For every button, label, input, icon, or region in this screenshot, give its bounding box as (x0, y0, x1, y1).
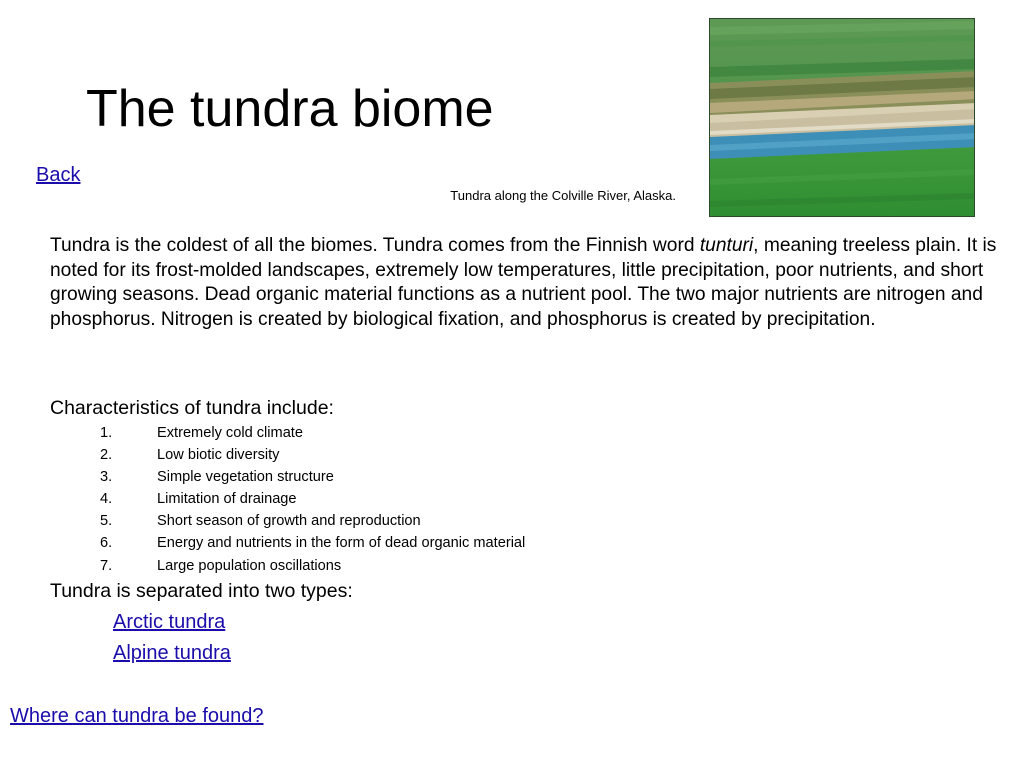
list-item-number: 4. (100, 491, 113, 508)
list-item-number: 7. (100, 557, 113, 574)
list-item-text: Limitation of drainage (157, 491, 297, 508)
tundra-photo (709, 18, 975, 217)
back-link[interactable]: Back (36, 164, 81, 186)
list-item-number: 6. (100, 535, 113, 552)
intro-paragraph (50, 234, 1012, 332)
list-item (100, 444, 525, 466)
where-tundra-found-link[interactable]: Where can tundra be found? (10, 705, 264, 727)
characteristics-heading: Characteristics of tundra include: (50, 397, 334, 419)
alpine-tundra-link[interactable]: Alpine tundra (113, 642, 231, 664)
list-item (100, 555, 525, 577)
intro-text-2: , meaning treeless plain. It is noted for its frost-molded landscapes, extremely low temperatures, little precipitation, poor nutrients, and short growing seasons. Dead organic material functions as a nutrient pool. The two major nutrients are nitrogen and phosphorus. Nitrogen is created by biological fixation, and phosphorus is created by precipitation. (50, 235, 997, 330)
list-item-text: Short season of growth and reproduction (157, 513, 421, 530)
list-item (100, 510, 525, 532)
types-heading: Tundra is separated into two types: (50, 580, 353, 602)
intro-text-italic: tunturi (699, 235, 754, 256)
list-item (100, 532, 525, 554)
list-item-text: Large population oscillations (157, 557, 342, 574)
list-item (100, 466, 525, 488)
list-item-text: Low biotic diversity (157, 447, 280, 464)
list-item (100, 422, 525, 444)
list-item (100, 488, 525, 510)
list-item-text: Simple vegetation structure (157, 469, 334, 486)
intro-text-1: Tundra is the coldest of all the biomes. Tundra comes from the Finnish word (50, 235, 700, 256)
list-item-text: Extremely cold climate (157, 425, 303, 441)
list-item-number: 2. (100, 447, 113, 464)
list-item-text: Energy and nutrients in the form of dead organic material (157, 535, 526, 552)
photo-caption: Tundra along the Colville River, Alaska. (450, 188, 676, 203)
slide-title: The tundra biome (86, 80, 494, 138)
list-item-number: 3. (100, 469, 113, 486)
list-item-number: 1. (100, 425, 113, 441)
list-item-number: 5. (100, 513, 113, 530)
arctic-tundra-link[interactable]: Arctic tundra (113, 611, 226, 633)
characteristics-list (100, 422, 525, 577)
